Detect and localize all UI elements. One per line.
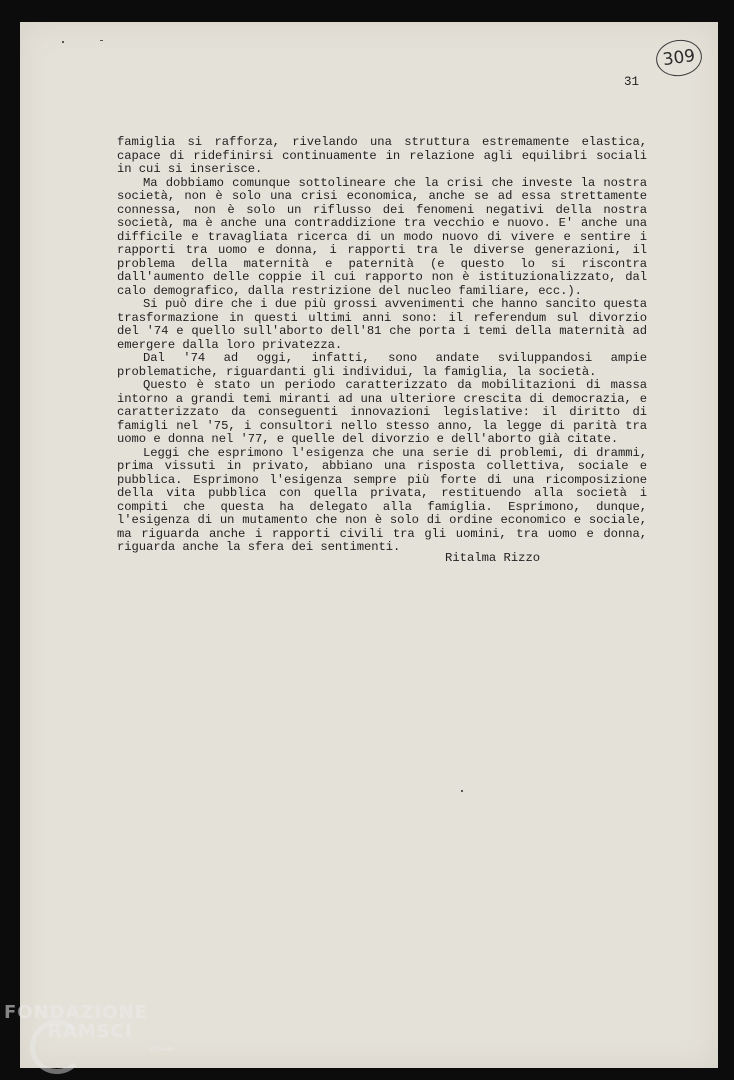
paragraph: Questo è stato un periodo caratterizzato da mobilitazioni di massa intorno a grandi temi miranti ad una ulteriore crescita di democrazia, e caratterizzato da conseguenti innovazioni legislative: il diritto di famigli nel '75, i consultori nello stesso anno, la legge di parità tra uomo e donna nel '77, e quelle del divorzio e dell'aborto già citate. bbox=[117, 378, 647, 446]
page-number: 31 bbox=[624, 75, 640, 89]
speck-mark bbox=[461, 790, 463, 792]
watermark-line1: FONDAZIONE bbox=[4, 1002, 148, 1023]
paragraph: famiglia si rafforza, rivelando una struttura estremamente elastica, capace di ridefinirsi continuamente in relazione agli equilibri sociali in cui si inserisce. bbox=[117, 135, 647, 176]
speck-mark bbox=[62, 41, 64, 43]
paragraph: Dal '74 ad oggi, infatti, sono andate sviluppandosi ampie problematiche, riguardanti gli individui, la famiglia, la società. bbox=[117, 351, 647, 379]
watermark-line2: RAMSCI bbox=[48, 1021, 133, 1042]
paragraph: Leggi che esprimono l'esigenza che una serie di problemi, di drammi, prima vissuti in privato, abbiano una risposta collettiva, sociale e pubblica. Esprimono l'esigenza sempre più forte di una ricomposizione della vita pubblica con quella privata, restituendo alla società i compiti che questa ha delegato alla famiglia. Esprimono, dunque, l'esigenza di un mutamento che non è solo di ordine economico e sociale, ma riguarda anche i rapporti civili tra gli uomini, tra uomo e donna, riguarda anche la sfera dei sentimenti. bbox=[117, 445, 647, 554]
body-text bbox=[117, 136, 647, 555]
speck-mark bbox=[100, 40, 103, 41]
paragraph: Si può dire che i due più grossi avvenimenti che hanno sancito questa trasformazione in questi ultimi anni sono: il referendum sul divorzio del '74 e quello sull'aborto dell'81 che porta i temi della maternità ad emergere dalla loro privatezza. bbox=[117, 297, 647, 352]
paragraph: Ma dobbiamo comunque sottolineare che la crisi che investe la nostra società, non è solo una crisi economica, anche se ad essa strettamente connessa, non è solo un riflusso dei fenomeni negativi della nostra società, ma è anche una contraddizione tra vecchio e nuovo. E' anche una difficile e travagliata ricerca di un modo nuovo di vivere e sentire i rapporti tra uomo e donna, i rapporti tra le diverse generazioni, il problema della maternità e paternità (e questo lo si riscontra dall'aumento delle coppie il cui rapporto non è istituzionalizzato, dal calo demografico, dalla restrizione del nucleo familiare, ecc.). bbox=[117, 175, 647, 298]
watermark-line3: onlus bbox=[150, 1044, 175, 1054]
fondazione-gramsci-watermark bbox=[4, 998, 184, 1078]
archive-stamp: 309 bbox=[654, 37, 705, 79]
signature: Ritalma Rizzo bbox=[445, 551, 541, 565]
document-page bbox=[20, 22, 718, 1068]
